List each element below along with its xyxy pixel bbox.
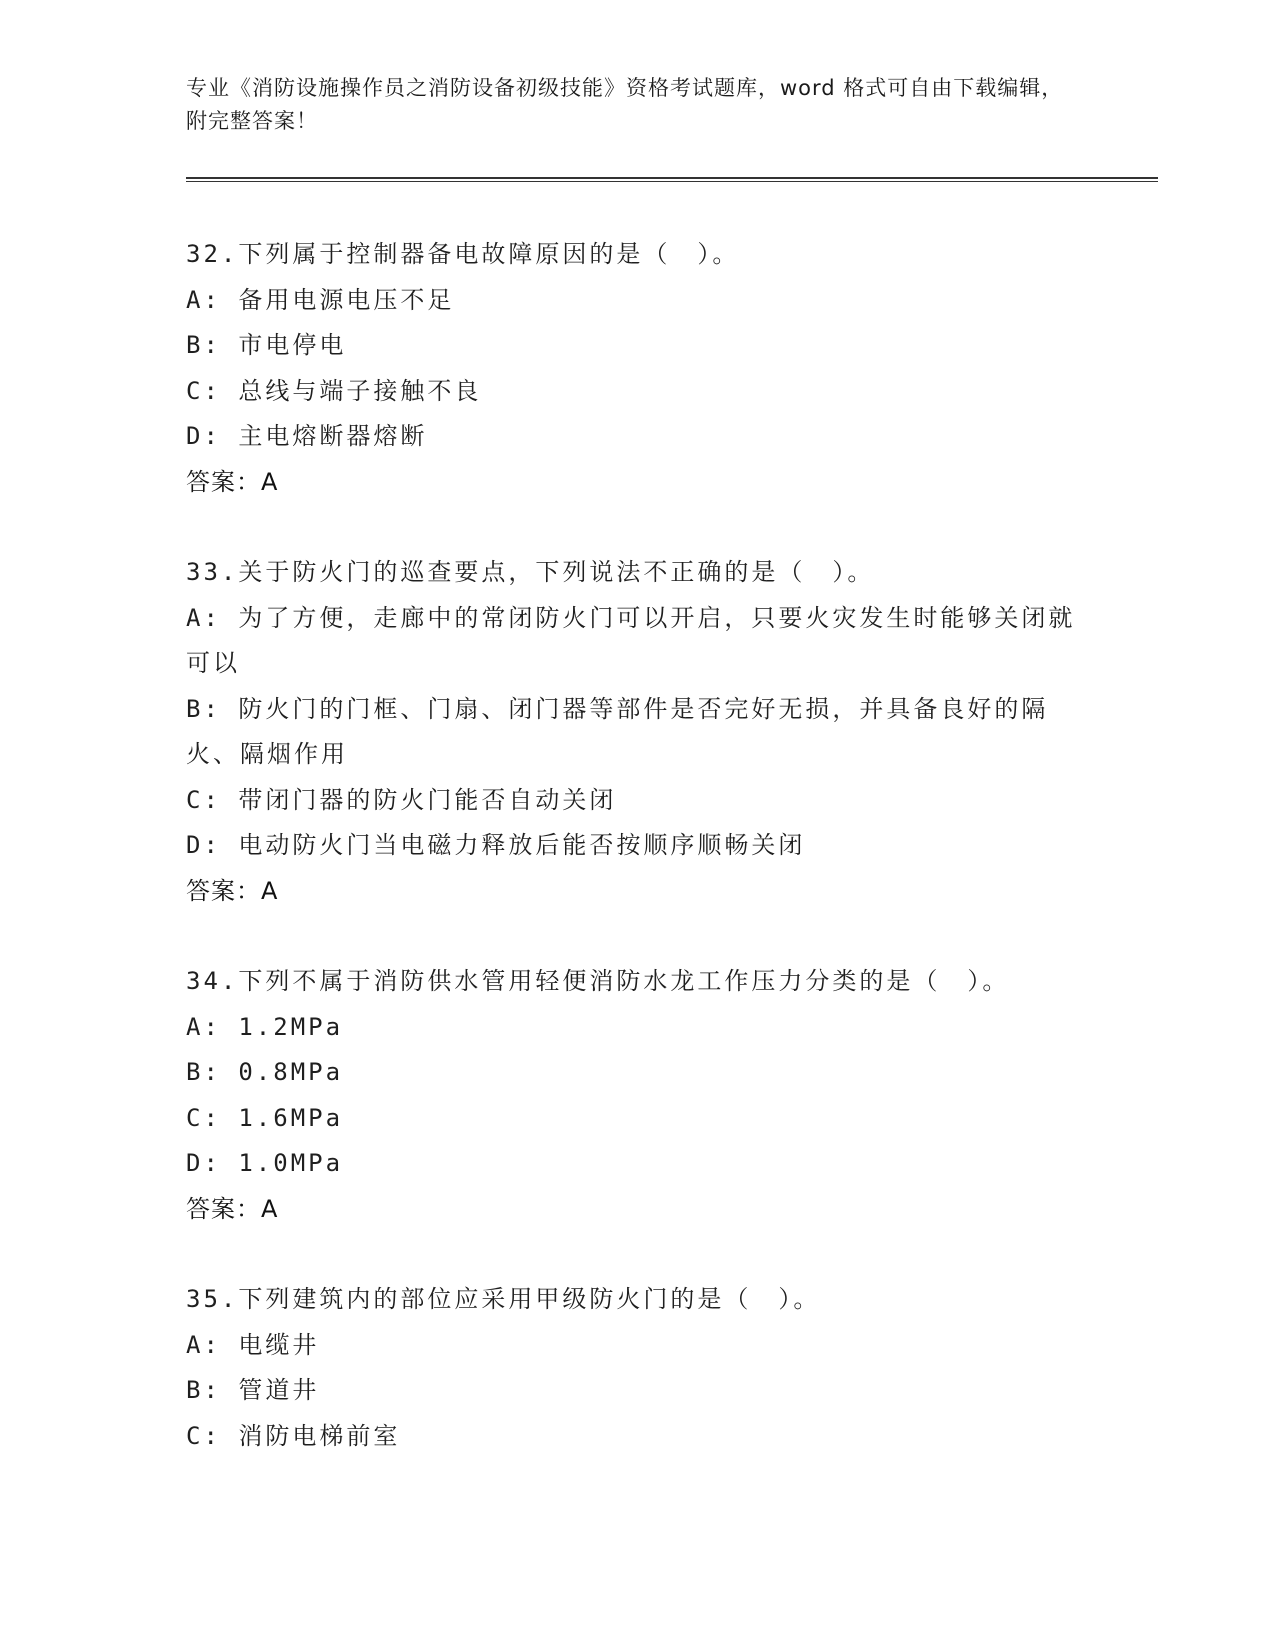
option-a: A: 1.2MPa [186, 1012, 344, 1041]
question-stem: 32.下列属于控制器备电故障原因的是（ ）。 [186, 240, 740, 268]
question-32 [186, 232, 1086, 505]
question-33 [186, 550, 1086, 914]
option-c: C: 消防电梯前室 [186, 1421, 401, 1450]
option-d: D: 主电熔断器熔断 [186, 422, 428, 450]
option-d: D: 1.0MPa [186, 1149, 344, 1177]
question-34 [186, 959, 1086, 1232]
header-divider [186, 177, 1158, 182]
option-b: B: 防火门的门框、门扇、闭门器等部件是否完好无损，并具备良好的隔火、隔烟作用 [186, 694, 1049, 768]
option-c: C: 1.6MPa [186, 1103, 344, 1132]
answer-line: 答案：A [186, 876, 279, 905]
option-c: C: 带闭门器的防火门能否自动关闭 [186, 785, 617, 814]
option-a: A: 备用电源电压不足 [186, 285, 455, 314]
option-a: A: 为了方便，走廊中的常闭防火门可以开启，只要火灾发生时能够关闭就可以 [186, 603, 1076, 677]
question-35 [186, 1277, 1086, 1459]
option-b: B: 管道井 [186, 1376, 320, 1404]
question-stem: 33.关于防火门的巡查要点，下列说法不正确的是（ ）。 [186, 558, 875, 586]
option-a: A: 电缆井 [186, 1330, 320, 1359]
document-intro: 专业《消防设施操作员之消防设备初级技能》资格考试题库，word 格式可自由下载编辑，附完整答案！ [186, 76, 1064, 133]
answer-line: 答案：A [186, 1194, 279, 1223]
option-b: B: 0.8MPa [186, 1058, 344, 1086]
option-c: C: 总线与端子接触不良 [186, 376, 482, 405]
option-d: D: 电动防火门当电磁力释放后能否按顺序顺畅关闭 [186, 831, 806, 859]
option-b: B: 市电停电 [186, 331, 347, 359]
question-list [186, 232, 1086, 1504]
question-stem: 34.下列不属于消防供水管用轻便消防水龙工作压力分类的是（ ）。 [186, 967, 1010, 995]
answer-line: 答案：A [186, 467, 279, 496]
question-stem: 35.下列建筑内的部位应采用甲级防火门的是（ ）。 [186, 1285, 821, 1313]
